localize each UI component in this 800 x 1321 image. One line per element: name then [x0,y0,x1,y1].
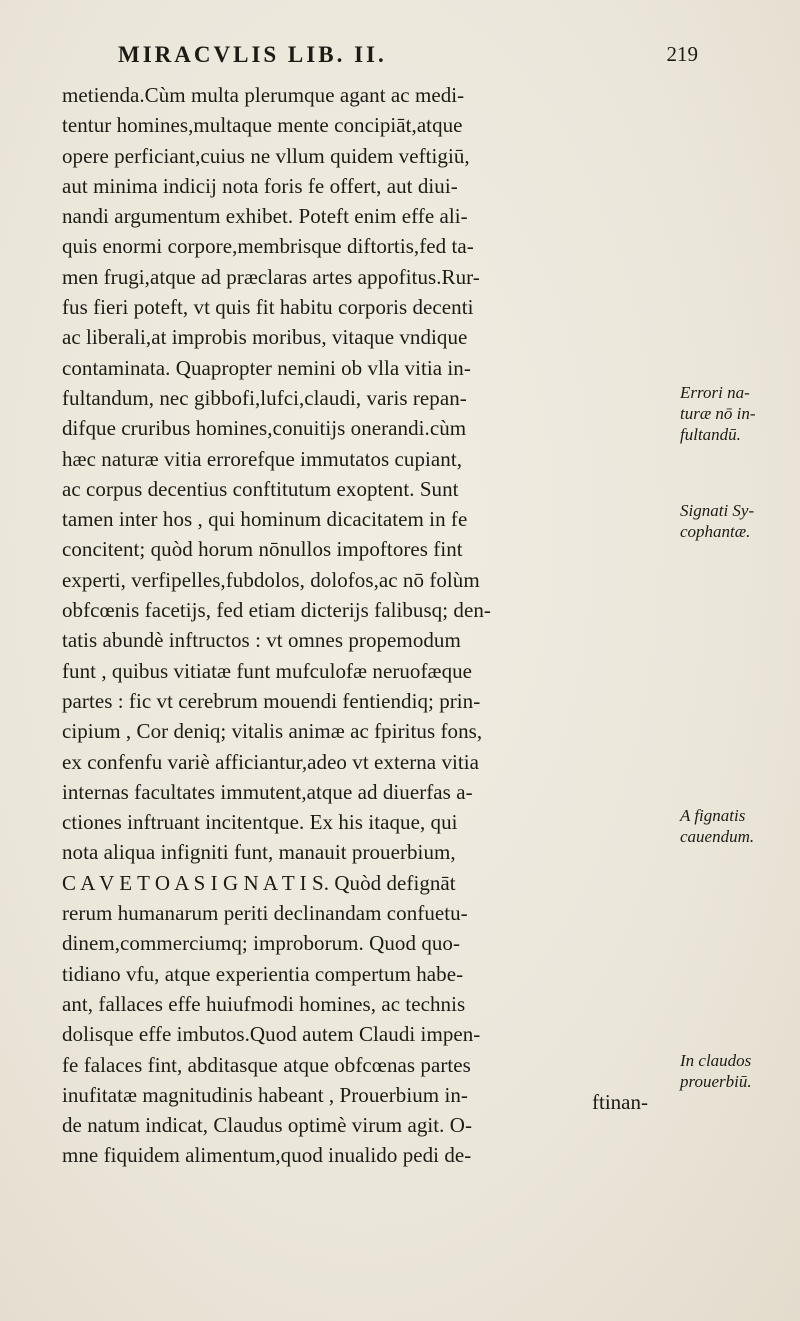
page-number: 219 [666,42,698,66]
note-line: Errori na- [680,383,750,402]
text-line: nota aliqua infigniti funt, manauit prouerbium, [62,840,456,865]
text-line: concitent; quòd horum nōnullos impoftores fint [62,537,463,562]
text-line: tidiano vfu, atque experientia compertum habe- [62,961,464,986]
running-head [118,42,698,72]
text-line: ant, fallaces effe huiufmodi homines, ac technis [62,991,466,1016]
text-line: tatis abundè inftructos : vt omnes propemodum [62,628,461,653]
text-line: C A V E T O A S I G N A T I S. Quòd defignāt [62,870,456,895]
text-line: dinem,commerciumq; improborum. Quod quo- [62,931,461,956]
text-line: hæc naturæ vitia errorefque immutatos cupiant, [62,446,463,471]
text-line: ctiones inftruant incitentque. Ex his itaque, qui [62,810,458,835]
text-line: partes : fic vt cerebrum mouendi fentiendiq; prin- [62,688,481,713]
text-line: men frugi,atque ad præclaras artes appofitus.Rur- [62,264,480,289]
text-line: rerum humanarum periti declinandam confuetu- [62,901,468,926]
text-line: ex confenfu variè afficiantur,adeo vt externa vitia [62,749,480,774]
text-line: fus fieri poteft, vt quis fit habitu corporis decenti [62,295,474,320]
text-line: mne fiquidem alimentum,quod inualido pedi de- [62,1143,472,1168]
text-line: tentur homines,multaque mente concipiāt,atque [62,113,463,138]
text-line: internas facultates immutent,atque ad diuerfas a- [62,779,473,804]
marginal-note-a-signatis [680,805,800,847]
note-line: turæ nō in- [680,404,756,423]
text-line: experti, verfipelles,fubdolos, dolofos,ac nō folùm [62,567,480,592]
text-line: inufitatæ magnitudinis habeant , Prouerbium in- [62,1082,468,1107]
text-line: funt , quibus vitiatæ funt mufculofæ neruofæque [62,658,473,683]
text-line: de natum indicat, Claudus optimè virum agit. O- [62,1113,473,1138]
text-line: cipium , Cor deniq; vitalis animæ ac fpiritus fons, [62,719,483,744]
text-line: ac corpus decentius conftitutum exoptent. Sunt [62,476,459,501]
catchword: ftinan- [592,1090,648,1114]
note-line: prouerbiū. [680,1072,752,1091]
note-line: A fignatis [680,806,746,825]
text-line: opere perficiant,cuius ne vllum quidem veftigiū, [62,143,470,168]
marginal-note-errori [680,382,800,445]
marginal-note-signati [680,500,800,542]
note-line: cauendum. [680,827,755,846]
note-line: Signati Sy- [680,501,755,520]
marginal-note-in-claudos [680,1050,800,1092]
text-line: tamen inter hos , qui hominum dicacitatem in fe [62,507,468,532]
text-line: difque cruribus homines,conuitijs onerandi.cùm [62,416,467,441]
note-line: cophantæ. [680,522,751,541]
text-line: aut minima indicij nota foris fe offert, aut diui- [62,173,458,198]
text-line: fe falaces fint, abditasque atque obfcœnas partes [62,1052,471,1077]
text-line: nandi argumentum exhibet. Poteft enim effe ali- [62,204,468,229]
text-line: fultandum, nec gibbofi,lufci,claudi, varis repan- [62,385,467,410]
text-line: contaminata. Quapropter nemini ob vlla vitia in- [62,355,471,380]
text-line: ac liberali,at improbis moribus, vitaque vndique [62,325,468,350]
running-title: MIRACVLIS LIB. II. [118,42,387,67]
note-line: In claudos [680,1051,752,1070]
note-line: fultandū. [680,425,741,444]
main-text-block [62,80,667,1171]
text-line: obfcœnis facetijs, fed etiam dicterijs falibusq; den- [62,598,491,623]
text-line: metienda.Cùm multa plerumque agant ac medi- [62,83,465,107]
text-line: quis enormi corpore,membrisque diftortis,fed ta- [62,234,474,259]
text-line: dolisque effe imbutos.Quod autem Claudi impen- [62,1022,481,1047]
